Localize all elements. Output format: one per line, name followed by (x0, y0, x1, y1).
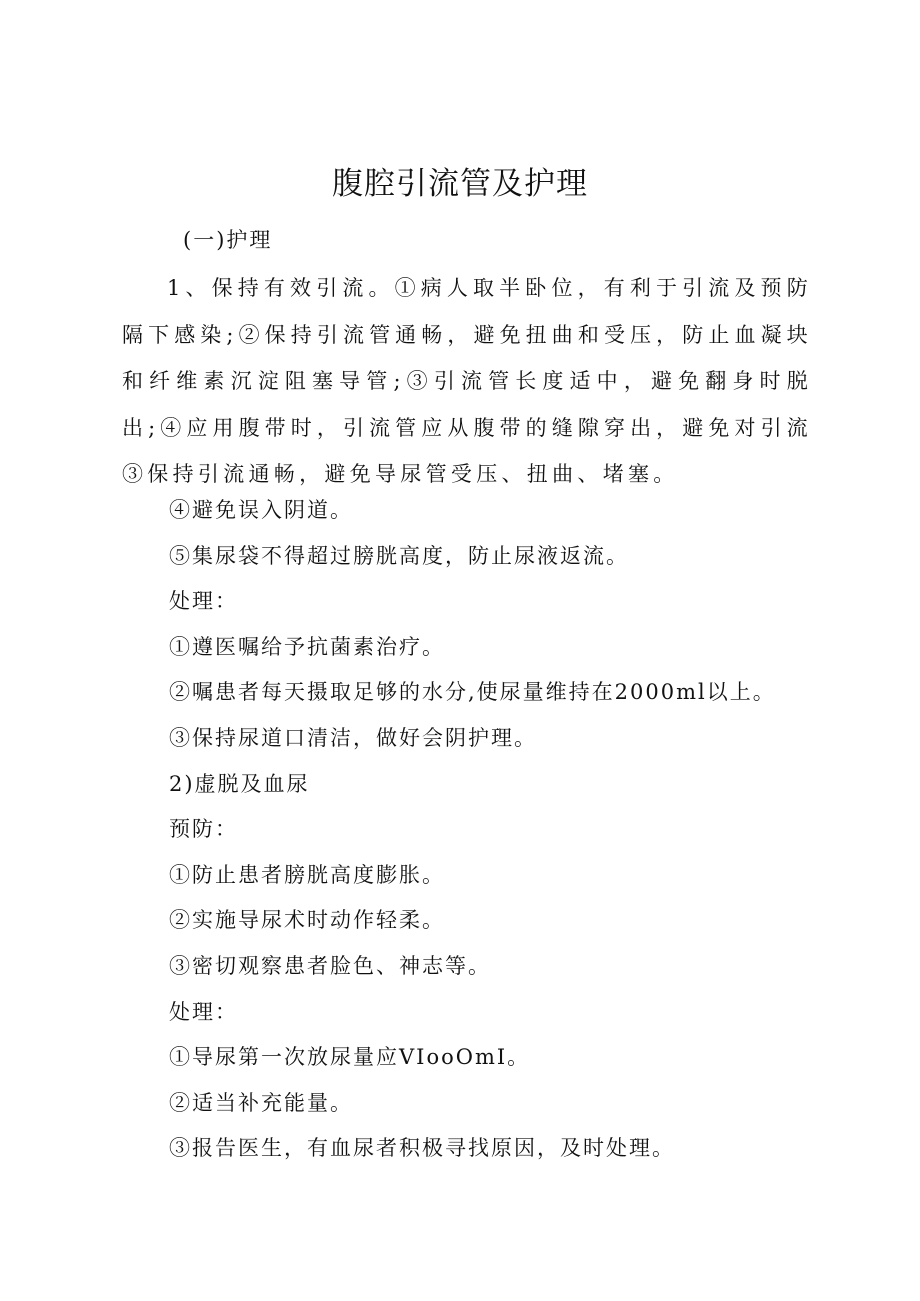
body-line: 处理： (169, 589, 238, 614)
body-line: ③报告医生，有血尿者积极寻找原因，及时处理。 (169, 1136, 675, 1161)
body-line: ④避免误入阴道。 (169, 498, 353, 522)
body-line: ①遵医嘱给予抗菌素治疗。 (169, 634, 445, 659)
body-line: ①防止患者膀胱高度膨胀。 (169, 862, 445, 887)
body-lines (169, 488, 869, 1172)
body-line: ⑤集尿袋不得超过膀胱高度，防止尿液返流。 (169, 543, 629, 568)
body-line: ②适当补充能量。 (169, 1090, 353, 1115)
body-line: ①导尿第一次放尿量应VIooOmI。 (169, 1045, 531, 1070)
body-line: 2)虚脱及血尿 (169, 771, 310, 796)
body-line: 处理： (169, 999, 238, 1024)
body-line: ②实施导尿术时动作轻柔。 (169, 908, 445, 933)
body-line: ②嘱患者每天摄取足够的水分,使尿量维持在2000ml以上。 (169, 680, 776, 705)
body-line: 预防： (169, 817, 238, 842)
body-line: ③密切观察患者脸色、神志等。 (169, 953, 491, 978)
section-heading: (一)护理 (183, 228, 273, 252)
care-paragraph: 1、保持有效引流。①病人取半卧位，有利于引流及预防隔下感染;②保持引流管通畅，避免扭曲和受压，防止血凝块和纤维素沉淀阻塞导管;③引流管长度适中，避免翻身时脱出;④应用腹带时，引流管应从腹带的缝隙穿出，避免对引流③保持引流通畅，避免导尿管受压、扭曲、堵塞。 (122, 276, 812, 486)
body-line: ③保持尿道口清洁，做好会阴护理。 (169, 725, 537, 750)
document-title: 腹腔引流管及护理 (332, 166, 588, 202)
